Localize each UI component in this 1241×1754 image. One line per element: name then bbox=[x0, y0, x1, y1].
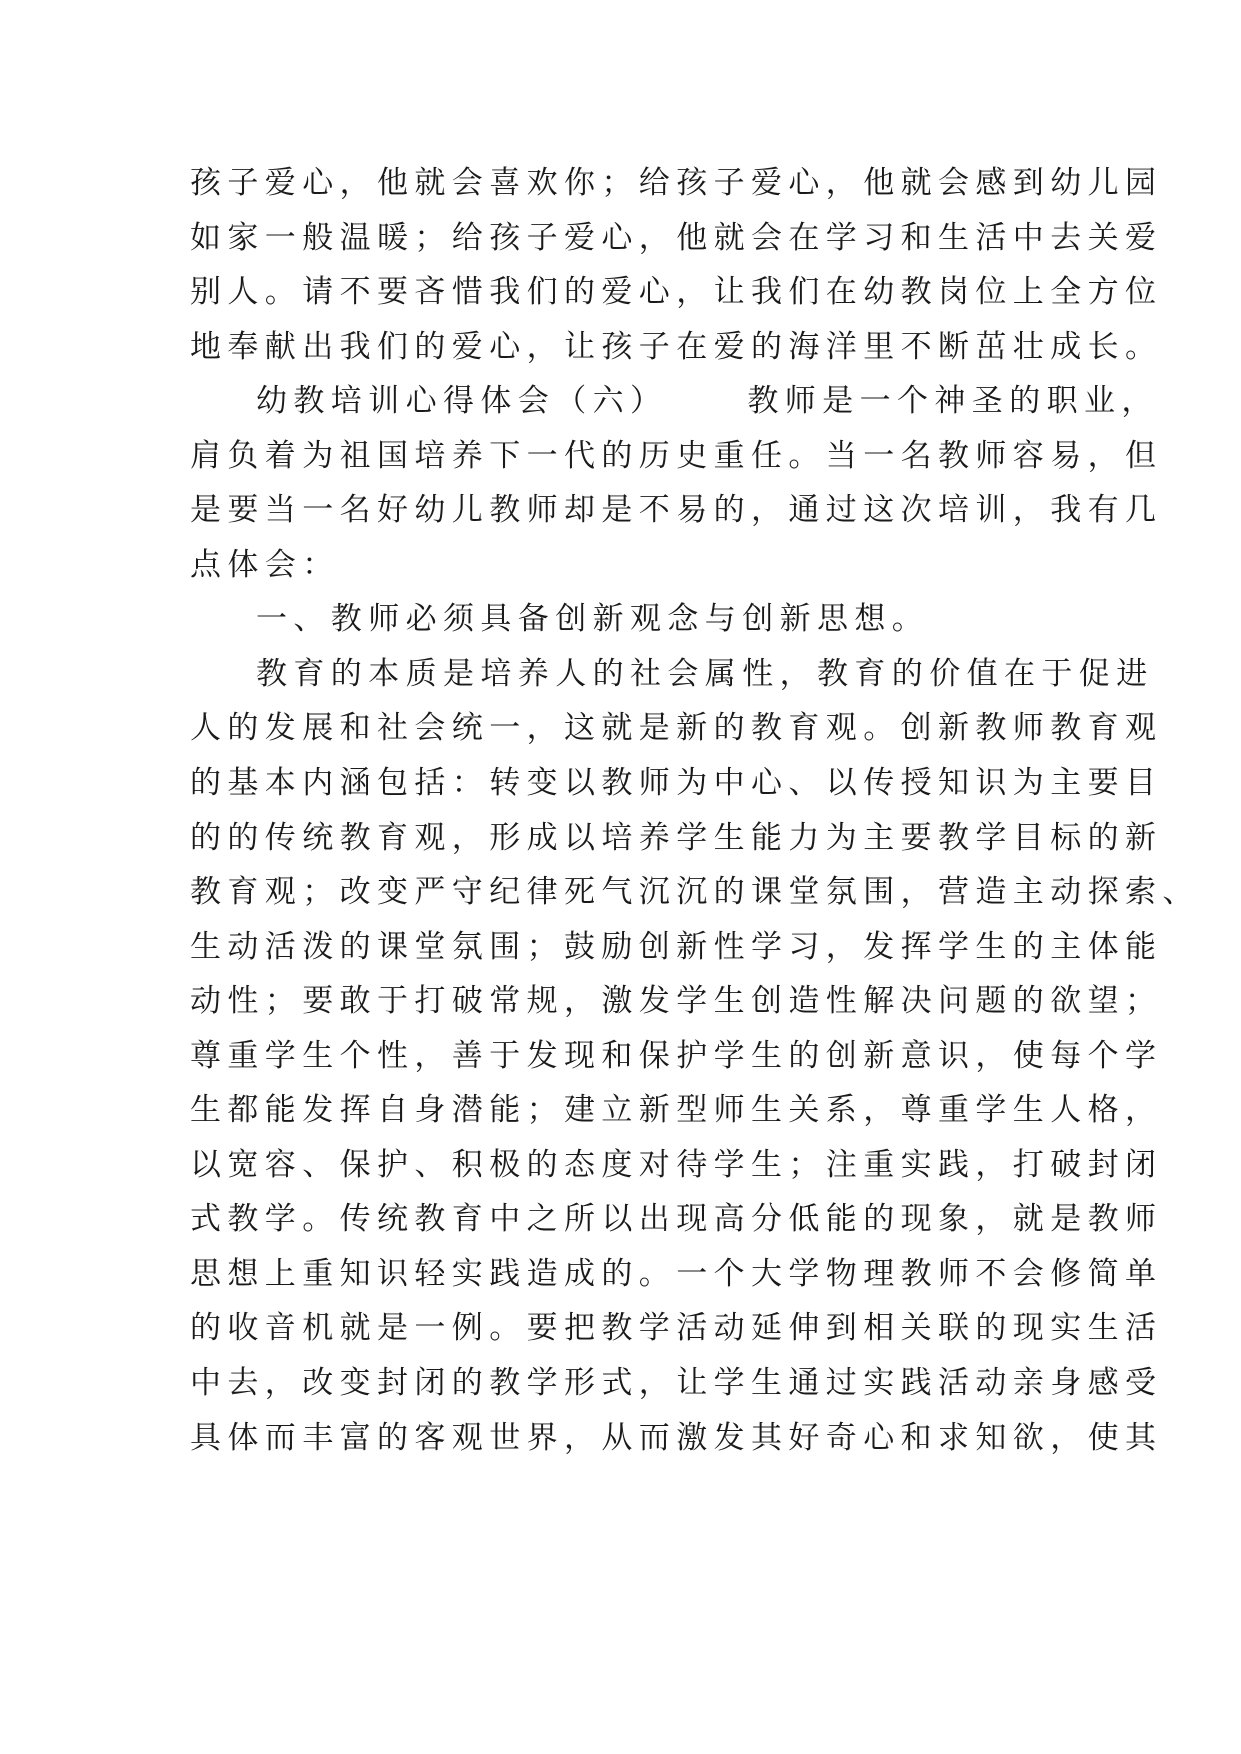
text-line: 中去，改变封闭的教学形式，让学生通过实践活动亲身感受 bbox=[190, 1365, 1163, 1402]
section-heading-line bbox=[190, 374, 1159, 429]
text-line: 人的发展和社会统一，这就是新的教育观。创新教师教育观 bbox=[190, 710, 1163, 747]
text-line: 的收音机就是一例。要把教学活动延伸到相关联的现实生活 bbox=[190, 1310, 1163, 1347]
text-line: 地奉献出我们的爱心，让孩子在爱的海洋里不断茁壮成长。 bbox=[190, 328, 1163, 365]
text-line: 肩负着为祖国培养下一代的历史重任。当一名教师容易，但 bbox=[190, 437, 1163, 474]
text-line: 以宽容、保护、积极的态度对待学生；注重实践，打破封闭 bbox=[190, 1146, 1163, 1183]
text-line: 动性；要敢于打破常规，激发学生创造性解决问题的欲望； bbox=[190, 983, 1163, 1020]
paragraph-first-line: 教育的本质是培养人的社会属性，教育的价值在于促进 bbox=[256, 655, 1154, 692]
text-line: 的基本内涵包括：转变以教师为中心、以传授知识为主要目 bbox=[190, 765, 1163, 802]
document-body bbox=[190, 156, 1200, 1465]
text-line: 尊重学生个性，善于发现和保护学生的创新意识，使每个学 bbox=[190, 1037, 1163, 1074]
text-line: 孩子爱心，他就会喜欢你；给孩子爱心，他就会感到幼儿园 bbox=[190, 165, 1163, 201]
text-line: 如家一般温暖；给孩子爱心，他就会在学习和生活中去关爱 bbox=[190, 219, 1163, 256]
text-line: 点体会： bbox=[190, 546, 340, 583]
text-line: 思想上重知识轻实践造成的。一个大学物理教师不会修简单 bbox=[190, 1255, 1163, 1292]
text-line: 生动活泼的课堂氛围；鼓励创新性学习，发挥学生的主体能 bbox=[190, 928, 1163, 965]
text-line: 别人。请不要吝惜我们的爱心，让我们在幼教岗位上全方位 bbox=[190, 274, 1163, 311]
text-line: 式教学。传统教育中之所以出现高分低能的现象，就是教师 bbox=[190, 1201, 1163, 1238]
section-heading: 幼教培训心得体会（六） bbox=[256, 383, 668, 420]
text-line: 的的传统教育观，形成以培养学生能力为主要教学目标的新 bbox=[190, 819, 1163, 856]
text-line: 是要当一名好幼儿教师却是不易的，通过这次培训，我有几 bbox=[190, 492, 1163, 529]
text-line: 教育观；改变严守纪律死气沉沉的课堂氛围，营造主动探索、 bbox=[190, 874, 1200, 911]
subheading-line: 一、教师必须具备创新观念与创新思想。 bbox=[256, 601, 930, 638]
text-line: 生都能发挥自身潜能；建立新型师生关系，尊重学生人格， bbox=[190, 1092, 1163, 1129]
section-first-line: 教师是一个神圣的职业， bbox=[747, 383, 1159, 420]
text-line: 具体而丰富的客观世界，从而激发其好奇心和求知欲，使其 bbox=[190, 1419, 1163, 1456]
